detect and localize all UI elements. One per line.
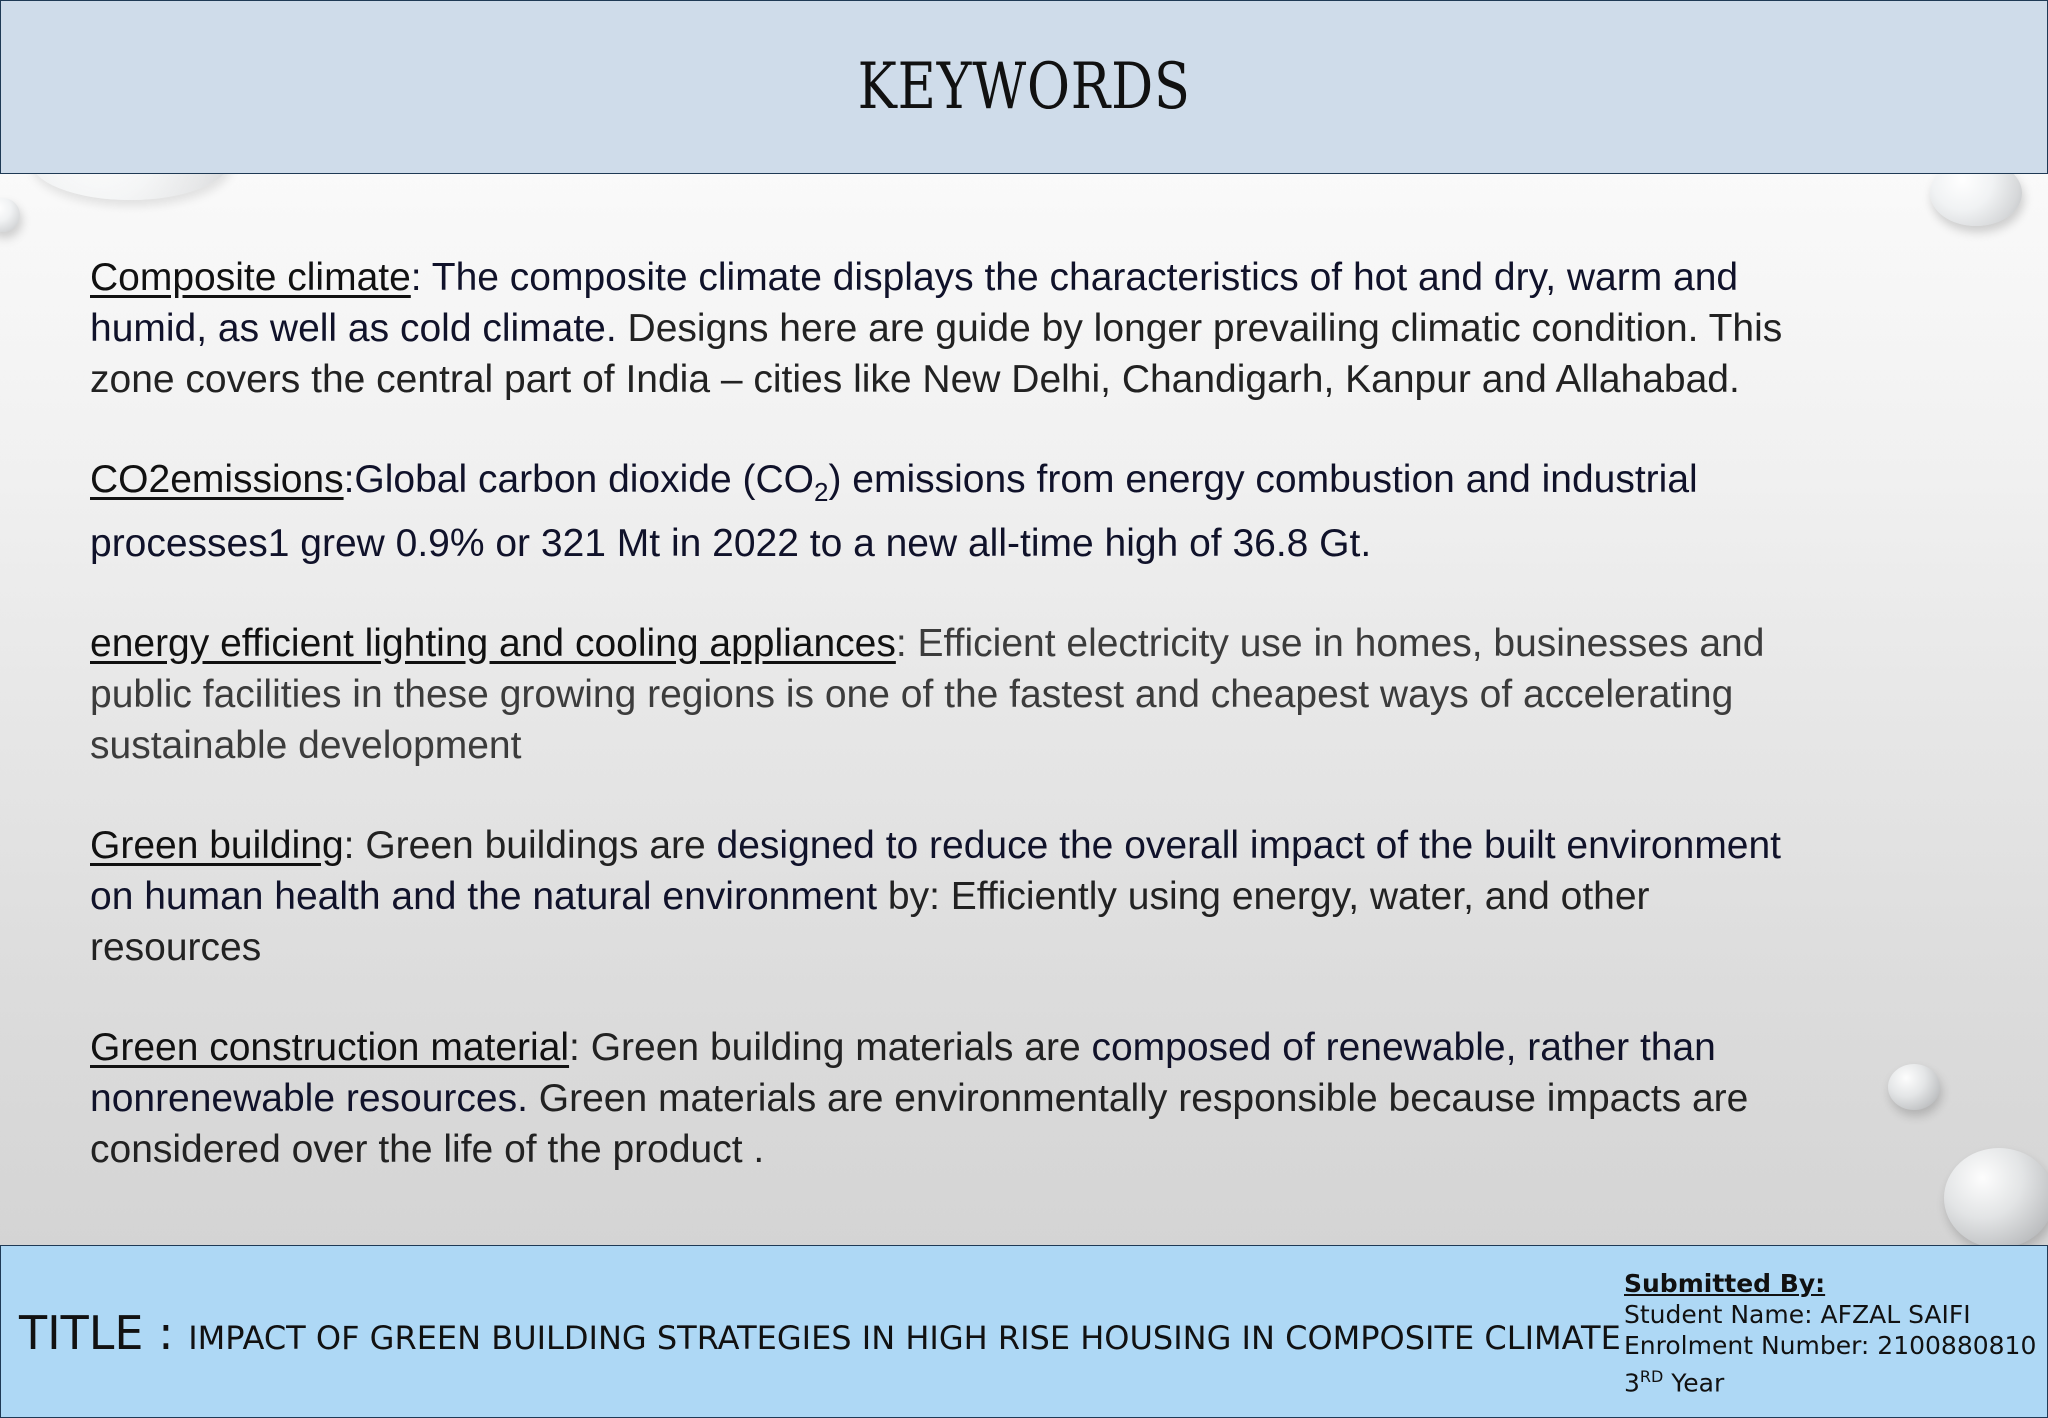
- slide-footer: [0, 1245, 2048, 1418]
- student-year: [1624, 1361, 2036, 1398]
- keyword-definition: : The composite climate displays the characteristics of hot and dry, warm and humid, as well as cold climate.: [90, 256, 1739, 350]
- keyword-definition: Designs here are guide by longer prevailing climatic condition. This zone covers the central part of India – cities like New Delhi, Chandigarh, Kanpur and Allahabad.: [90, 307, 1783, 401]
- keyword-term: Composite climate: [90, 256, 411, 299]
- enrolment-number: Enrolment Number: 2100880810: [1624, 1331, 2037, 1360]
- keyword-definition: :Global carbon dioxide (CO: [343, 458, 814, 501]
- slide-header: [0, 0, 2048, 174]
- keyword-term: energy efficient lighting and cooling appliances: [90, 621, 896, 665]
- submitted-by-heading: Submitted By:: [1624, 1269, 1826, 1298]
- keyword-definition: : Green buildings are: [343, 823, 706, 867]
- project-title: [19, 1306, 1621, 1360]
- keyword-definition: designed to reduce the overall impact of the built environment on human health and the natural environment: [90, 823, 1782, 918]
- keyword-composite-climate: [90, 252, 1790, 405]
- subscript: 2: [813, 476, 829, 507]
- keywords-list: [90, 252, 1790, 1224]
- title-label: TITLE :: [19, 1306, 189, 1360]
- keyword-definition: by: Efficiently using energy, water, and other resources: [90, 874, 1650, 969]
- slide-heading: KEYWORDS: [857, 50, 1191, 124]
- year-suffix: RD: [1639, 1367, 1664, 1386]
- keyword-definition: Green materials are environmentally responsible because impacts are considered over the life of the product .: [90, 1076, 1749, 1171]
- keyword-green-building: [90, 820, 1790, 973]
- keyword-definition: ) emissions from energy combustion and industrial processes1 grew 0.9% or 321 Mt in 2022 to a new all-time high of 36.8 Gt.: [90, 458, 1698, 565]
- water-droplet-decoration: [1944, 1148, 2048, 1248]
- water-droplet-decoration: [0, 198, 20, 232]
- submitted-by-block: [1624, 1268, 2036, 1398]
- keyword-definition: composed of renewable, rather than nonrenewable resources.: [90, 1025, 1716, 1120]
- year-number: 3: [1624, 1368, 1640, 1398]
- keyword-co2-emissions: [90, 454, 1790, 569]
- keyword-term: Green construction material: [90, 1025, 570, 1069]
- keyword-definition: : Green building materials are: [569, 1025, 1081, 1069]
- year-word: Year: [1663, 1368, 1725, 1398]
- keyword-term: CO2emissions: [90, 458, 344, 501]
- keyword-definition: : Efficient electricity use in homes, businesses and public facilities in these growing regions is one of the fastest and cheapest ways of accelerating sustainable development: [90, 621, 1765, 767]
- keyword-term: Green building: [90, 823, 344, 867]
- keyword-energy-efficient-appliances: [90, 618, 1790, 771]
- water-droplet-decoration: [1888, 1064, 1940, 1110]
- student-name: Student Name: AFZAL SAIFI: [1624, 1300, 1971, 1329]
- keyword-green-construction-material: [90, 1022, 1790, 1175]
- title-text: IMPACT OF GREEN BUILDING STRATEGIES IN HIGH RISE HOUSING IN COMPOSITE CLIMATE: [188, 1319, 1621, 1357]
